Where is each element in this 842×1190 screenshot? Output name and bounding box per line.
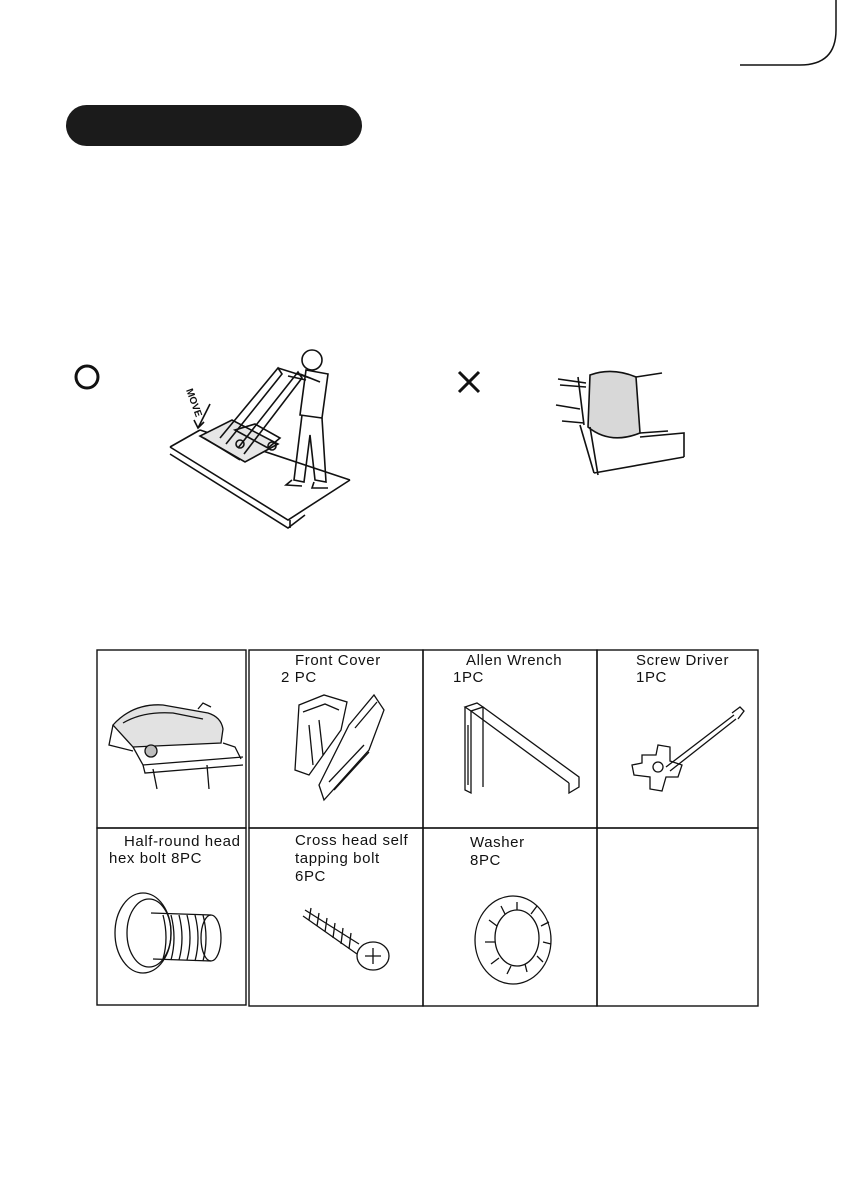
allen-wrench-icon [459,695,589,795]
screw-driver-qty: 1PC [636,669,667,686]
moving-treadmill-illustration [160,340,370,535]
cross-head-bolt-name: Cross head self [295,832,409,849]
page-top-corner [740,0,842,70]
allen-wrench-qty: 1PC [453,669,484,686]
part-half-round-bolt-cell [97,828,246,1005]
lock-washer-icon [471,890,561,988]
tapping-screw-icon [299,898,399,978]
cross-head-bolt-qty: 6PC [295,868,326,885]
part-washer-cell [423,828,597,1006]
cross-head-bolt-line2: tapping bolt [295,850,380,867]
front-cover-name: Front Cover [295,652,381,669]
circle-o-icon [72,362,102,392]
part-treadmill-cell [97,650,246,828]
half-round-bolt-qty: hex bolt 8PC [109,850,203,867]
cross-x-icon [456,369,482,395]
washer-qty: 8PC [470,852,501,869]
part-cross-head-bolt-cell [249,828,423,1006]
incorrect-lift-illustration [550,365,690,480]
front-cover-icon [289,690,389,805]
part-screw-driver-cell [597,650,758,828]
allen-wrench-name: Allen Wrench [466,652,563,669]
hex-bolt-icon [111,883,231,993]
part-empty-cell [597,828,758,1006]
section-banner [66,105,362,146]
treadmill-icon [103,695,243,795]
part-front-cover-cell [249,650,423,828]
part-allen-wrench-cell [423,650,597,828]
screw-driver-icon [622,705,752,805]
washer-name: Washer [470,834,525,851]
half-round-bolt-name: Half-round head [124,833,241,850]
front-cover-qty: 2 PC [281,669,317,686]
move-label: MOVE [183,387,204,419]
screw-driver-name: Screw Driver [636,652,730,669]
